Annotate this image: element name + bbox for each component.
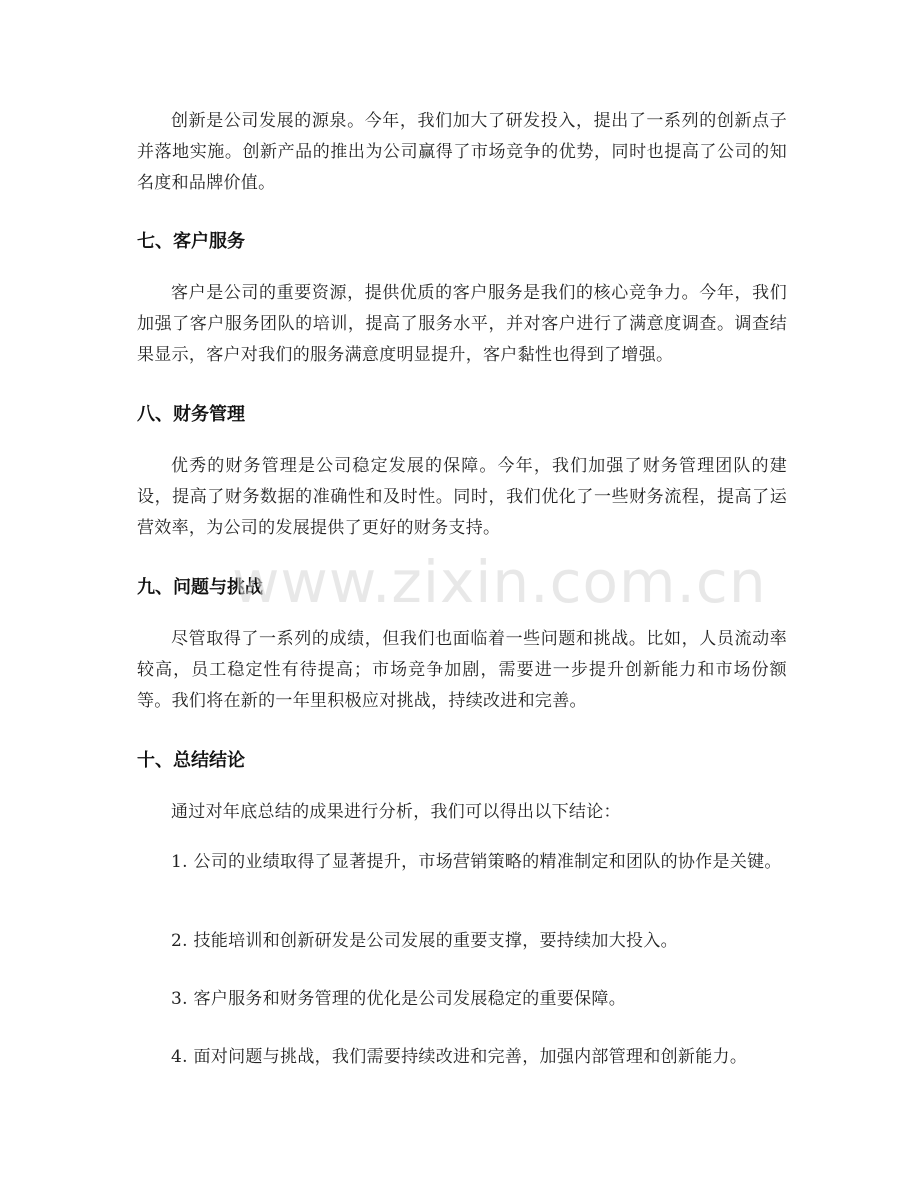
list-item: 4. 面对问题与挑战，我们需要持续改进和完善，加强内部管理和创新能力。 — [171, 1047, 748, 1067]
section-paragraph-conclusion: 通过对年底总结的成果进行分析，我们可以得出以下结论： — [171, 802, 621, 822]
watermark: www.zixin.com.cn — [232, 548, 767, 616]
section-paragraph-challenges: 尽管取得了一系列的成绩，但我们也面临着一些问题和挑战。比如，人员流动率较高，员工稳定性有待提高；市场竞争加剧，需要进一步提升创新能力和市场份额等。我们将在新的一年里积极应对挑战，持续改进和完善。 — [137, 629, 787, 711]
list-item: 1. 公司的业绩取得了显著提升，市场营销策略的精准制定和团队的协作是关键。 — [171, 852, 782, 872]
section-paragraph-customer-service: 客户是公司的重要资源，提供优质的客户服务是我们的核心竞争力。今年，我们加强了客户服务团队的培训，提高了服务水平，并对客户进行了满意度调查。调查结果显示，客户对我们的服务满意度明显提升，客户黏性也得到了增强。 — [137, 283, 787, 365]
section-heading-conclusion: 十、总结结论 — [137, 750, 245, 771]
section-paragraph-finance: 优秀的财务管理是公司稳定发展的保障。今年，我们加强了财务管理团队的建设，提高了财务数据的准确性和及时性。同时，我们优化了一些财务流程，提高了运营效率，为公司的发展提供了更好的财务支持。 — [137, 456, 787, 538]
intro-paragraph: 创新是公司发展的源泉。今年，我们加大了研发投入，提出了一系列的创新点子并落地实施。创新产品的推出为公司赢得了市场竞争的优势，同时也提高了公司的知名度和品牌价值。 — [137, 111, 787, 193]
section-heading-customer-service: 七、客户服务 — [137, 231, 245, 252]
list-item: 2. 技能培训和创新研发是公司发展的重要支撑，要持续加大投入。 — [171, 931, 678, 951]
list-item: 3. 客户服务和财务管理的优化是公司发展稳定的重要保障。 — [171, 989, 627, 1009]
section-heading-challenges: 九、问题与挑战 — [137, 577, 263, 598]
section-heading-finance: 八、财务管理 — [137, 404, 245, 425]
